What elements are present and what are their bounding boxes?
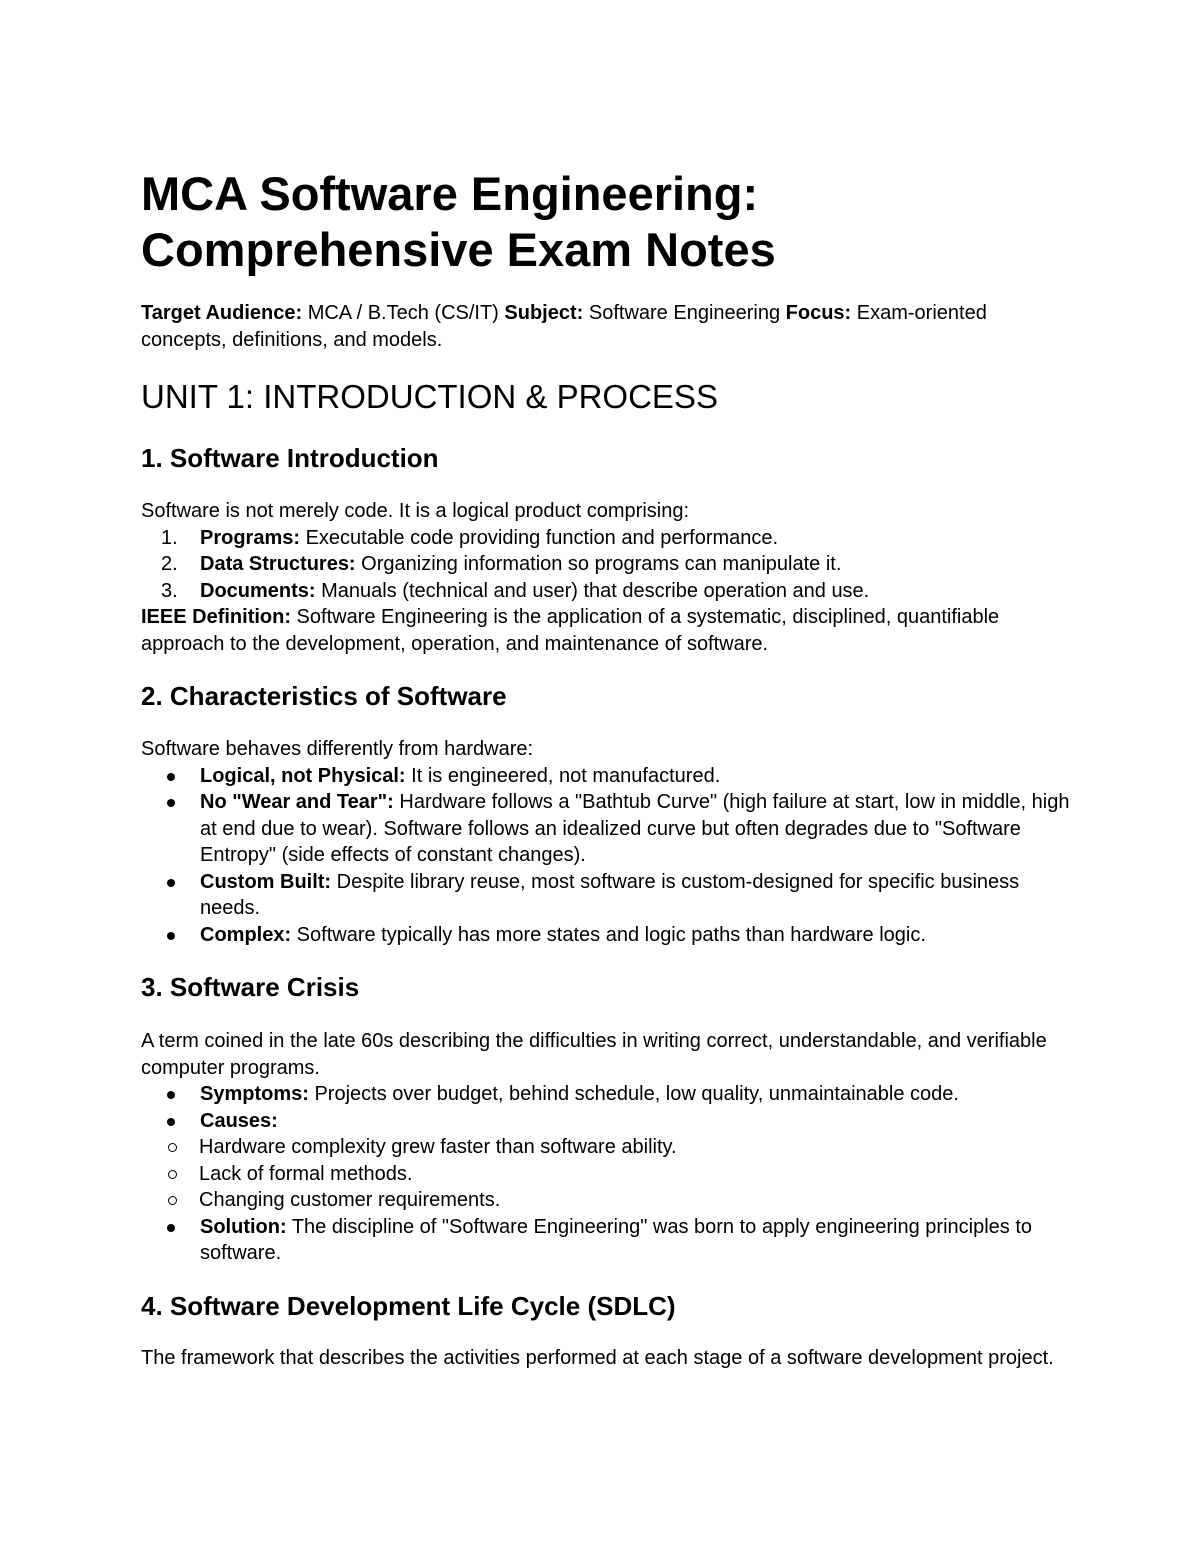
section-2-heading: 2. Characteristics of Software	[141, 681, 507, 711]
item-label: Logical, not Physical:	[200, 764, 406, 787]
item-text: Organizing information so programs can manipulate it.	[355, 553, 842, 575]
item-text: Manuals (technical and user) that describe operation and use.	[315, 579, 870, 602]
item-label: No "Wear and Tear":	[200, 791, 394, 813]
item-text: Despite library reuse, most software is custom-designed for specific business needs.	[200, 870, 1020, 919]
solution-text: The discipline of "Software Engineering" was born to apply engineering principles to software.	[200, 1215, 1033, 1264]
section-2-intro: Software behaves differently from hardware:	[141, 738, 534, 760]
section-1-heading: 1. Software Introduction	[141, 443, 439, 473]
item-label: Data Structures:	[200, 553, 356, 575]
section-4-heading: 4. Software Development Life Cycle (SDLC)	[141, 1291, 676, 1321]
item-label: Custom Built:	[200, 870, 332, 893]
section-4-body	[141, 1345, 1071, 1372]
title-line-2: Comprehensive Exam Notes	[141, 223, 776, 276]
section-3-intro: A term coined in the late 60s describing the difficulties in writing correct, understandable, and verifiable computer programs.	[141, 1030, 1047, 1079]
section-4-intro: The framework that describes the activities performed at each stage of a software development project.	[141, 1347, 1054, 1369]
audience-label: Target Audience:	[141, 302, 303, 324]
bullet-icon	[167, 1224, 175, 1232]
item-label: Documents:	[200, 579, 316, 602]
list-item	[141, 525, 1071, 552]
section-2-list	[141, 763, 1071, 949]
bullet-icon	[167, 932, 175, 940]
bullet-icon	[167, 879, 175, 887]
list-item	[141, 551, 1071, 578]
section-1-body	[141, 498, 1071, 657]
section-3-heading: 3. Software Crisis	[141, 972, 360, 1002]
bullet-icon	[167, 1118, 175, 1126]
item-text: Hardware follows a "Bathtub Curve" (high failure at start, low in middle, high at end due to wear). Software follows an idealized curve but often degrades due to "Software Entropy" (side effects of constant changes).	[200, 791, 1070, 866]
circle-bullet-icon	[168, 1196, 177, 1205]
causes-label: Causes:	[200, 1109, 278, 1132]
title-line-1: MCA Software Engineering:	[141, 167, 759, 220]
section-3-list	[141, 1081, 1071, 1134]
ieee-text: Software Engineering is the application of a systematic, disciplined, quantifiable approach to the development, operation, and maintenance of software.	[141, 606, 1000, 655]
symptoms-label: Symptoms:	[200, 1083, 309, 1105]
unit-heading: UNIT 1: INTRODUCTION & PROCESS	[141, 378, 718, 415]
list-item	[141, 1081, 1071, 1108]
list-number: 2.	[161, 553, 178, 575]
item-text: Executable code providing function and performance.	[300, 526, 779, 549]
sublist-item	[83, 1134, 1071, 1161]
audience-value: MCA / B.Tech (CS/IT)	[302, 302, 505, 324]
circle-bullet-icon	[168, 1143, 177, 1152]
sublist-item	[83, 1161, 1071, 1188]
section-1-list	[141, 525, 1071, 605]
list-item	[141, 1214, 1071, 1267]
circle-bullet-icon	[168, 1170, 177, 1179]
symptoms-text: Projects over budget, behind schedule, low quality, unmaintainable code.	[308, 1083, 959, 1105]
bullet-icon	[167, 799, 175, 807]
list-item	[141, 869, 1071, 922]
section-2-body	[141, 736, 1071, 948]
list-item	[141, 763, 1071, 790]
subject-value: Software Engineering	[583, 302, 786, 324]
list-item	[141, 1108, 1071, 1135]
bullet-icon	[167, 773, 175, 781]
focus-label: Focus:	[785, 302, 852, 324]
cause-text: Hardware complexity grew faster than software ability.	[199, 1136, 677, 1158]
ieee-definition	[141, 604, 1071, 657]
list-item	[141, 789, 1071, 869]
solution-label: Solution:	[200, 1215, 287, 1238]
list-number: 3.	[161, 579, 178, 602]
section-3-list-continued	[141, 1214, 1071, 1267]
item-label: Programs:	[200, 526, 301, 549]
section-3-body	[141, 1028, 1071, 1267]
section-1-intro: Software is not merely code. It is a logical product comprising:	[141, 500, 690, 522]
item-text: It is engineered, not manufactured.	[405, 764, 721, 787]
causes-sublist	[83, 1134, 1071, 1214]
list-item	[141, 578, 1071, 605]
cause-text: Lack of formal methods.	[199, 1162, 413, 1185]
item-text: Software typically has more states and logic paths than hardware logic.	[291, 923, 926, 946]
item-label: Complex:	[200, 923, 292, 946]
subject-label: Subject:	[504, 302, 584, 324]
document-meta	[141, 300, 1071, 354]
list-number: 1.	[161, 526, 178, 549]
document-title	[141, 166, 1071, 278]
bullet-icon	[167, 1091, 175, 1099]
ieee-label: IEEE Definition:	[141, 606, 291, 628]
sublist-item	[83, 1187, 1071, 1214]
cause-text: Changing customer requirements.	[199, 1189, 501, 1211]
list-item	[141, 922, 1071, 949]
focus-value: Exam-oriented concepts, definitions, and models.	[141, 302, 987, 351]
